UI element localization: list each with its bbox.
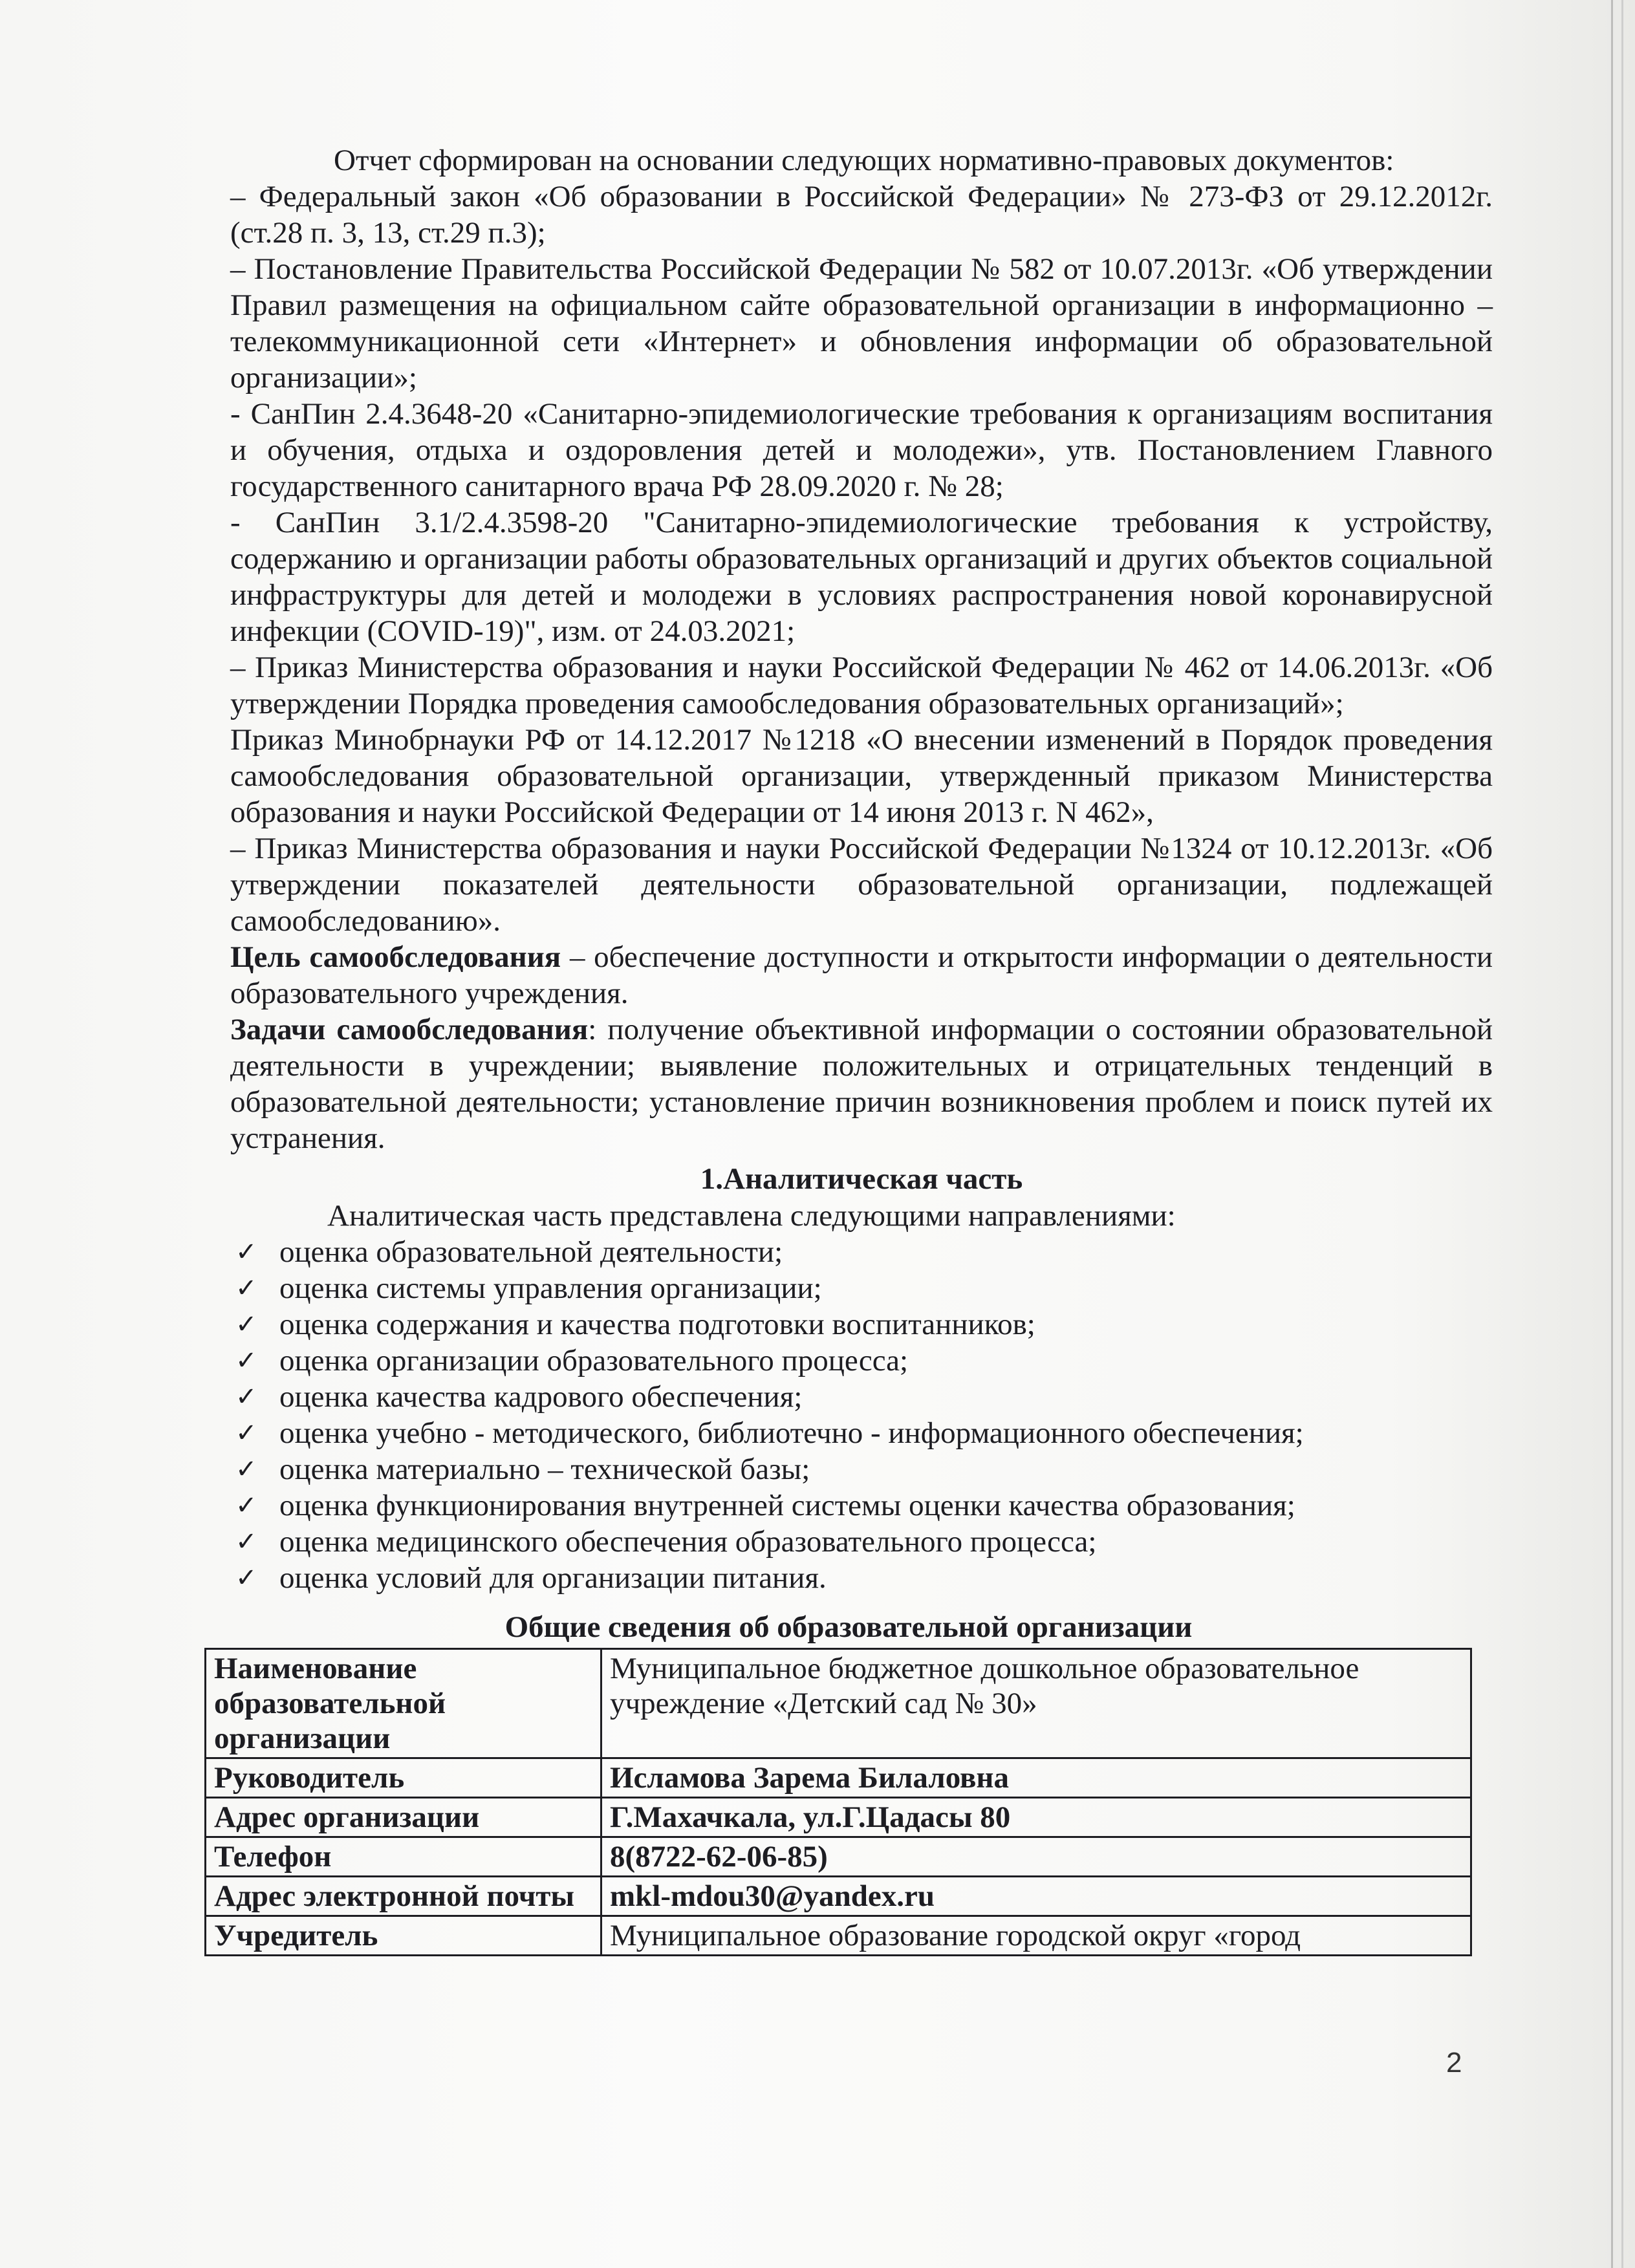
list-item-text: оценка системы управления организации; [279, 1271, 822, 1305]
tasks-text: : получение объективной информации о состоянии образовательной деятельности в учреждении; выявление положительных и отрицательных тенденций в образовательной деятельности; установление причин возникновения проблем и поиск путей их устранения. [230, 1013, 1493, 1155]
goal-label: Цель самообследования [230, 940, 561, 974]
document-item: Приказ Минобрнауки РФ от 14.12.2017 №1218 «О внесении изменений в Порядок проведения самообследования образовательной организации, утвержденный приказом Министерства образования и науки Российской Федерации от 14 июня 2013 г. N 462», [230, 723, 1493, 829]
table-row [206, 1758, 1471, 1798]
directions-list [230, 1234, 1493, 1596]
document-item: – Приказ Министерства образования и науки Российской Федерации №1324 от 10.12.2013г. «Об утверждении показателей деятельности образовательной организации, подлежащей самообследованию». [230, 832, 1493, 938]
list-item-text: оценка учебно - методического, библиотечно - информационного обеспечения; [279, 1416, 1304, 1450]
document-item: - СанПин 3.1/2.4.3598-20 "Санитарно-эпидемиологические требования к устройству, содержанию и организации работы образовательных организаций и других объектов социальной инфраструктуры для детей и молодежи в условиях распространения новой коронавирусной инфекции (COVID-19)", изм. от 24.03.2021; [230, 506, 1493, 648]
list-item-text: оценка организации образовательного процесса; [279, 1344, 909, 1377]
checkmark-icon: ✓ [235, 1563, 257, 1593]
document-item: - СанПин 2.4.3648-20 «Санитарно-эпидемиологические требования к организациям воспитания и обучения, отдыха и оздоровления детей и молодежи», утв. Постановлением Главного государственного санитарного врача РФ 28.09.2020 г. № 28; [230, 397, 1493, 503]
checkmark-icon: ✓ [235, 1418, 257, 1448]
document-item: – Приказ Министерства образования и науки Российской Федерации № 462 от 14.06.2013г. «Об утверждении Порядка проведения самообследования образовательных организаций»; [230, 651, 1493, 720]
table-key: Телефон [206, 1837, 601, 1877]
checkmark-icon: ✓ [235, 1454, 257, 1484]
table-value: Г.Махачкала, ул.Г.Цадасы 80 [601, 1798, 1471, 1837]
document-item: – Постановление Правительства Российской Федерации № 582 от 10.07.2013г. «Об утверждении Правил размещения на официальном сайте образовательной организации в информационно – телекоммуникационной сети «Интернет» и обновления информации об образовательной организации»; [230, 252, 1493, 394]
checkmark-icon: ✓ [235, 1491, 257, 1520]
table-title: Общие сведения об образовательной организации [504, 1610, 1193, 1644]
list-item [230, 1270, 1493, 1306]
list-item [230, 1415, 1493, 1451]
checkmark-icon: ✓ [235, 1382, 257, 1412]
list-item-text: оценка медицинского обеспечения образовательного процесса; [279, 1525, 1097, 1559]
checkmark-icon: ✓ [235, 1273, 257, 1303]
tasks-label: Задачи самообследования [230, 1013, 589, 1046]
list-item [230, 1306, 1493, 1343]
list-item-text: оценка образовательной деятельности; [279, 1235, 783, 1269]
table-key: Адрес организации [206, 1798, 601, 1837]
checkmark-icon: ✓ [235, 1237, 257, 1267]
table-row [206, 1877, 1471, 1916]
document-item: – Федеральный закон «Об образовании в Российской Федерации» № 273-ФЗ от 29.12.2012г. (ст.28 п. 3, 13, ст.29 п.3); [230, 180, 1493, 250]
table-key: Учредитель [206, 1916, 601, 1956]
list-item-text: оценка функционирования внутренней системы оценки качества образования; [279, 1489, 1295, 1522]
section-title: 1.Аналитическая часть [700, 1162, 1023, 1196]
table-value: 8(8722-62-06-85) [601, 1837, 1471, 1877]
page-number: 2 [1446, 2047, 1462, 2079]
table-key: Адрес электронной почты [206, 1877, 601, 1916]
intro-text: Отчет сформирован на основании следующих нормативно-правовых документов: [334, 144, 1394, 177]
paper-edge [1611, 0, 1613, 2268]
table-value: Муниципальное образование городской округ «город [601, 1916, 1471, 1956]
table-row [206, 1798, 1471, 1837]
table-row [206, 1837, 1471, 1877]
list-item-text: оценка содержания и качества подготовки воспитанников; [279, 1308, 1035, 1341]
table-key: Руководитель [206, 1758, 601, 1798]
checkmark-icon: ✓ [235, 1310, 257, 1339]
org-info-table [204, 1648, 1472, 1956]
table-value: Исламова Зарема Билаловна [601, 1758, 1471, 1798]
list-item [230, 1524, 1493, 1560]
list-item [230, 1234, 1493, 1270]
list-item-text: оценка качества кадрового обеспечения; [279, 1380, 803, 1414]
list-item-text: оценка условий для организации питания. [279, 1561, 827, 1595]
table-row [206, 1649, 1471, 1758]
document-body [214, 142, 1493, 1956]
goal-text: – обеспечение доступности и открытости информации о деятельности образовательного учреждения. [230, 940, 1493, 1010]
list-item [230, 1560, 1493, 1596]
list-item [230, 1379, 1493, 1415]
checkmark-icon: ✓ [235, 1346, 257, 1376]
table-value: Муниципальное бюджетное дошкольное образовательное учреждение «Детский сад № 30» [601, 1649, 1471, 1758]
documents-list [230, 178, 1493, 939]
section-intro: Аналитическая часть представлена следующими направлениями: [327, 1199, 1176, 1233]
list-item [230, 1343, 1493, 1379]
tasks-paragraph [230, 1011, 1493, 1156]
list-item-text: оценка материально – технической базы; [279, 1453, 810, 1486]
paper-edge [1621, 0, 1623, 2268]
list-item [230, 1487, 1493, 1524]
list-item [230, 1451, 1493, 1487]
goal-paragraph [230, 939, 1493, 1011]
table-value: mkl-mdou30@yandex.ru [601, 1877, 1471, 1916]
checkmark-icon: ✓ [235, 1527, 257, 1557]
table-row [206, 1916, 1471, 1956]
table-key: Наименование образовательной организации [206, 1649, 601, 1758]
